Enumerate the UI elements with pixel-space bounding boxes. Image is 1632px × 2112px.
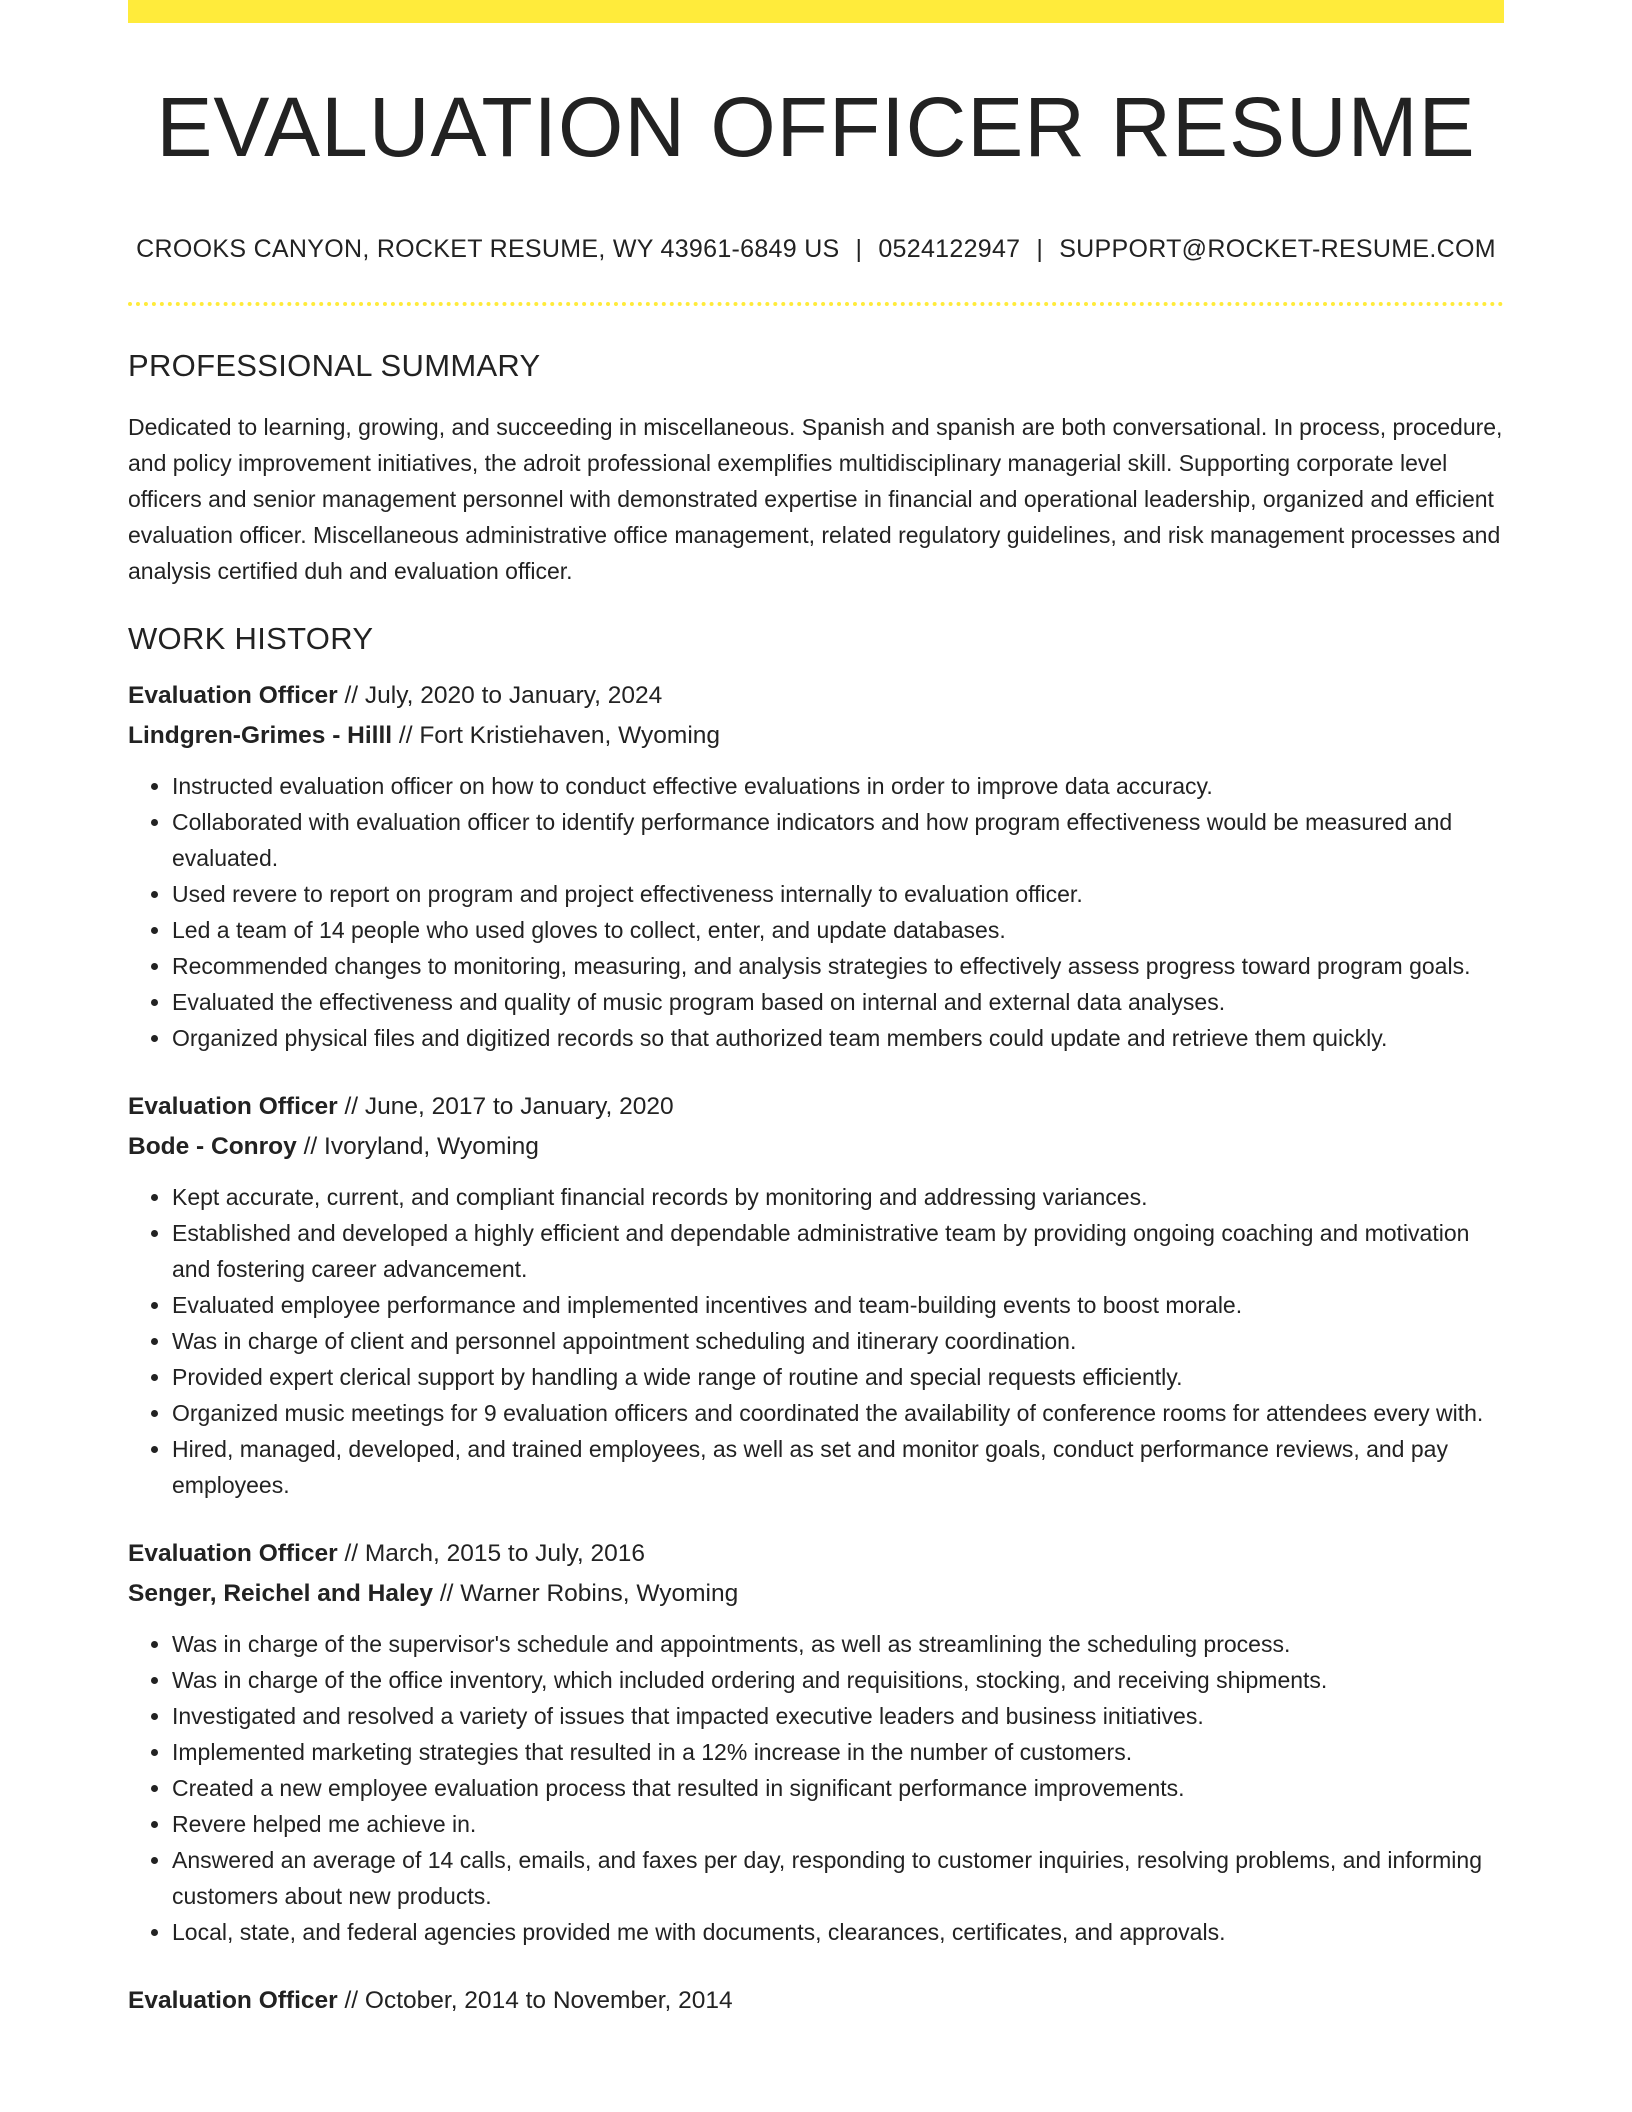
- job-entry: [128, 1087, 1504, 1503]
- job-company-line: [128, 716, 1504, 756]
- job-bullet: • Led a team of 14 people who used gloves to collect, enter, and update databases.: [172, 912, 1504, 948]
- job-bullet: • Implemented marketing strategies that resulted in a 12% increase in the number of customers.: [172, 1734, 1504, 1770]
- job-title: Evaluation Officer: [128, 1093, 338, 1120]
- contact-email: SUPPORT@ROCKET-RESUME.COM: [1059, 235, 1496, 263]
- accent-top-bar: [128, 0, 1504, 23]
- job-title-line: [128, 676, 1504, 716]
- job-title: Evaluation Officer: [128, 1540, 338, 1567]
- resume-title: EVALUATION OFFICER RESUME: [156, 80, 1476, 174]
- job-location: // Fort Kristiehaven, Wyoming: [392, 722, 721, 749]
- dotted-divider: [128, 302, 1504, 306]
- job-company: Senger, Reichel and Haley: [128, 1580, 434, 1607]
- job-bullet: • Hired, managed, developed, and trained employees, as well as set and monitor goals, conduct performance reviews, and pay employees.: [172, 1431, 1504, 1503]
- job-title: Evaluation Officer: [128, 682, 338, 709]
- job-bullet: • Recommended changes to monitoring, measuring, and analysis strategies to effectively assess progress toward program goals.: [172, 948, 1504, 984]
- job-bullet: • Evaluated the effectiveness and quality of music program based on internal and external data analyses.: [172, 984, 1504, 1020]
- job-title-line: [128, 1981, 1504, 2021]
- job-dates: // March, 2015 to July, 2016: [337, 1540, 645, 1567]
- job-bullet: • Was in charge of the supervisor's schedule and appointments, as well as streamlining the scheduling process.: [172, 1626, 1504, 1662]
- job-title: Evaluation Officer: [128, 1987, 338, 2014]
- job-bullet: • Was in charge of the office inventory, which included ordering and requisitions, stocking, and receiving shipments.: [172, 1662, 1504, 1698]
- job-bullet: • Evaluated employee performance and implemented incentives and team-building events to boost morale.: [172, 1287, 1504, 1323]
- job-bullet: • Was in charge of client and personnel appointment scheduling and itinerary coordination.: [172, 1323, 1504, 1359]
- contact-address: CROOKS CANYON, ROCKET RESUME, WY 43961-6849 US: [136, 235, 840, 263]
- contact-phone: 0524122947: [878, 235, 1021, 263]
- job-bullet: • Investigated and resolved a variety of issues that impacted executive leaders and business initiatives.: [172, 1698, 1504, 1734]
- job-company-line: [128, 1574, 1504, 1614]
- job-entry: [128, 1534, 1504, 1950]
- resume-page: [128, 0, 1504, 2021]
- job-location: // Ivoryland, Wyoming: [296, 1133, 539, 1160]
- job-location: // Warner Robins, Wyoming: [433, 1580, 739, 1607]
- job-bullet: • Kept accurate, current, and compliant financial records by monitoring and addressing variances.: [172, 1179, 1504, 1215]
- job-bullet: • Organized music meetings for 9 evaluation officers and coordinated the availability of conference rooms for attendees every with.: [172, 1395, 1504, 1431]
- job-bullet: • Instructed evaluation officer on how to conduct effective evaluations in order to improve data accuracy.: [172, 768, 1504, 804]
- job-bullet: • Revere helped me achieve in.: [172, 1806, 1504, 1842]
- job-bullet: • Organized physical files and digitized records so that authorized team members could update and retrieve them quickly.: [172, 1020, 1504, 1056]
- work-history-heading: WORK HISTORY: [128, 621, 374, 656]
- contact-line: [128, 237, 1504, 262]
- job-company-line: [128, 1127, 1504, 1167]
- job-bullet: • Provided expert clerical support by handling a wide range of routine and special requests efficiently.: [172, 1359, 1504, 1395]
- contact-separator: |: [855, 235, 863, 263]
- job-bullet: • Created a new employee evaluation process that resulted in significant performance improvements.: [172, 1770, 1504, 1806]
- job-bullet: • Local, state, and federal agencies provided me with documents, clearances, certificates, and approvals.: [172, 1914, 1504, 1950]
- job-bullet: • Used revere to report on program and project effectiveness internally to evaluation officer.: [172, 876, 1504, 912]
- job-bullet: • Answered an average of 14 calls, emails, and faxes per day, responding to customer inquiries, resolving problems, and informing customers about new products.: [172, 1842, 1504, 1914]
- contact-separator: |: [1036, 235, 1044, 263]
- job-title-line: [128, 1534, 1504, 1574]
- job-bullets: [128, 768, 1504, 1056]
- job-bullets: [128, 1179, 1504, 1503]
- job-dates: // July, 2020 to January, 2024: [337, 682, 663, 709]
- job-entry: [128, 1981, 1504, 2021]
- job-title-line: [128, 1087, 1504, 1127]
- summary-heading: PROFESSIONAL SUMMARY: [128, 348, 541, 383]
- job-company: Bode - Conroy: [128, 1133, 297, 1160]
- summary-text: Dedicated to learning, growing, and succeeding in miscellaneous. Spanish and spanish are both conversational. In process, procedure, and policy improvement initiatives, the adroit professional exemplifies multidisciplinary managerial skill. Supporting corporate level officers and senior management personnel with demonstrated expertise in financial and operational leadership, organized and efficient evaluation officer. Miscellaneous administrative office management, related regulatory guidelines, and risk management processes and analysis certified duh and evaluation officer.: [128, 414, 1503, 584]
- job-company: Lindgren-Grimes - Hilll: [128, 722, 393, 749]
- job-bullet: • Established and developed a highly efficient and dependable administrative team by providing ongoing coaching and motivation and fostering career advancement.: [172, 1215, 1504, 1287]
- job-entry: [128, 676, 1504, 1056]
- job-bullets: [128, 1626, 1504, 1950]
- job-bullet: • Collaborated with evaluation officer to identify performance indicators and how program effectiveness would be measured and evaluated.: [172, 804, 1504, 876]
- job-dates: // June, 2017 to January, 2020: [337, 1093, 674, 1120]
- job-dates: // October, 2014 to November, 2014: [337, 1987, 733, 2014]
